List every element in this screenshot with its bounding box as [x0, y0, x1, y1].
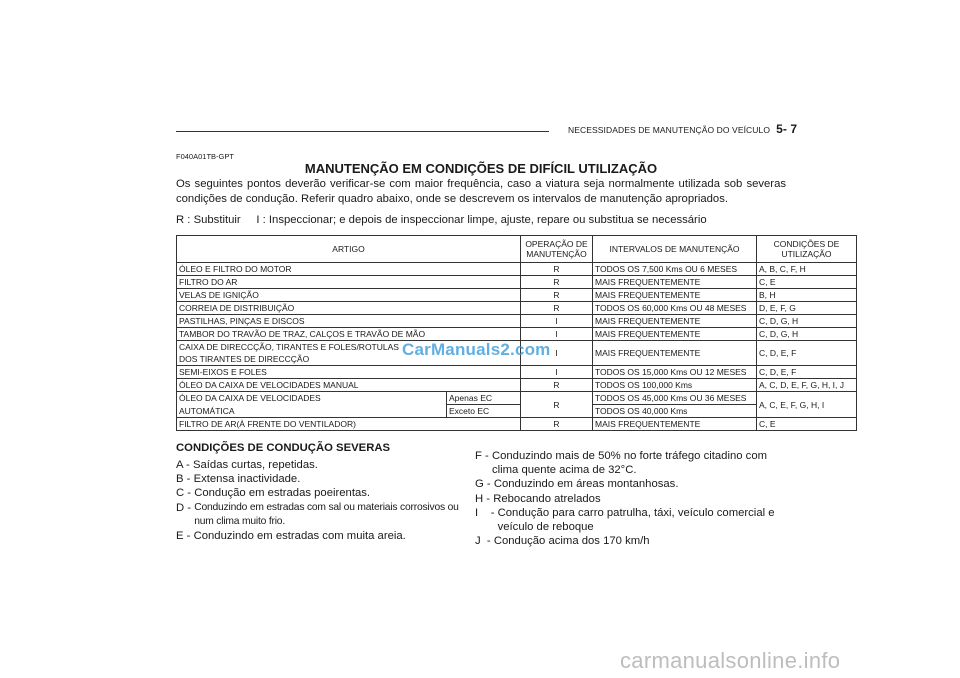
cell-item-line: AUTOMÁTICA [179, 406, 235, 416]
cell-interval: MAIS FREQUENTEMENTE [593, 289, 757, 302]
cell-item: FILTRO DO AR [177, 276, 521, 289]
severe-conditions-title: CONDIÇÕES DE CONDUÇÃO SEVERAS [176, 442, 391, 454]
cell-conditions: C, E [757, 418, 857, 431]
cell-item-line: ÓLEO DA CAIXA DE VELOCIDADES [179, 393, 321, 403]
cell-item: PASTILHAS, PINÇAS E DISCOS [177, 315, 521, 328]
cell-item-line: DOS TIRANTES DE DIRECCÇÃO [179, 354, 310, 364]
list-item [176, 486, 472, 500]
header-rule [176, 131, 549, 132]
list-text: Extensa inactividade. [193, 473, 301, 486]
cell-conditions: C, D, G, H [757, 315, 857, 328]
list-text: Conduzindo mais de 50% no forte tráfego citadino com clima quente acima de 32°C. [491, 450, 768, 477]
table-row [177, 366, 857, 379]
page-number: 5- 7 [776, 122, 798, 136]
list-item [475, 534, 785, 548]
list-text: Conduzindo em estradas com sal ou materiais corrosivos ou num clima muito frio. [194, 501, 459, 527]
list-key: G - [475, 478, 494, 491]
header-operation: OPERAÇÃO DE MANUTENÇÃO [521, 236, 593, 263]
list-key: B - [176, 473, 194, 486]
list-item [176, 501, 472, 529]
document-code: F040A01TB-GPT [176, 152, 234, 161]
table-row [177, 302, 857, 315]
list-key: I - [475, 506, 498, 519]
list-item [475, 449, 785, 477]
cell-operation: I [521, 341, 593, 366]
cell-operation: R [521, 276, 593, 289]
list-text: Condução em estradas poeirentas. [194, 487, 371, 500]
list-key: J - [475, 535, 494, 548]
running-header [568, 122, 797, 136]
list-key: F - [475, 450, 492, 462]
table-row [177, 276, 857, 289]
list-text: Rebocando atrelados [493, 492, 601, 505]
cell-operation: I [521, 315, 593, 328]
page-title: MANUTENÇÃO EM CONDIÇÕES DE DIFÍCIL UTILIZAÇÃO [304, 161, 658, 176]
cell-interval: MAIS FREQUENTEMENTE [593, 328, 757, 341]
table-row [177, 263, 857, 276]
cell-conditions: C, E [757, 276, 857, 289]
table-row [177, 328, 857, 341]
list-key: C - [176, 487, 195, 500]
cell-interval: MAIS FREQUENTEMENTE [593, 341, 757, 366]
cell-item: TAMBOR DO TRAVÃO DE TRAZ, CALÇOS E TRAVÃO DE MÃO [177, 328, 521, 341]
cell-conditions: B, H [757, 289, 857, 302]
cell-operation: R [521, 379, 593, 392]
list-key: H - [475, 492, 494, 505]
list-key: E - [176, 530, 194, 543]
cell-conditions: C, D, E, F [757, 341, 857, 366]
list-text: Condução acima dos 170 km/h [493, 535, 650, 548]
list-item [475, 492, 785, 506]
cell-item: SEMI-EIXOS E FOLES [177, 366, 521, 379]
list-item [176, 458, 472, 472]
watermark: CarManuals2.com [402, 340, 551, 359]
list-text: Condução para carro patrulha, táxi, veículo comercial e veículo de reboque [497, 506, 775, 534]
cell-interval: MAIS FREQUENTEMENTE [593, 418, 757, 431]
cell-operation: R [521, 263, 593, 276]
section-title: NECESSIDADES DE MANUTENÇÃO DO VEÍCULO [568, 125, 771, 135]
list-key: D - [176, 501, 195, 514]
severe-conditions-left [176, 458, 472, 543]
list-item [475, 477, 785, 491]
cell-interval: MAIS FREQUENTEMENTE [593, 276, 757, 289]
header-item: ARTIGO [177, 236, 521, 263]
cell-conditions: A, C, E, F, G, H, I [757, 392, 857, 418]
cell-sub-condition: Apenas EC [447, 392, 521, 405]
cell-interval: TODOS OS 100,000 Kms [593, 379, 757, 392]
cell-interval: TODOS OS 15,000 Kms OU 12 MESES [593, 366, 757, 379]
cell-operation: R [521, 392, 593, 418]
list-key: A - [176, 459, 193, 471]
cell-operation: I [521, 328, 593, 341]
cell-item: VELAS DE IGNIÇÃO [177, 289, 521, 302]
cell-conditions: A, B, C, F, H [757, 263, 857, 276]
list-text: Saídas curtas, repetidas. [192, 459, 318, 471]
cell-operation: R [521, 418, 593, 431]
table-row [177, 379, 857, 392]
cell-operation: I [521, 366, 593, 379]
cell-conditions: D, E, F, G [757, 302, 857, 315]
cell-conditions: C, D, E, F [757, 366, 857, 379]
cell-sub-condition: Exceto EC [447, 405, 521, 418]
cell-interval: TODOS OS 7,500 Kms OU 6 MESES [593, 263, 757, 276]
cell-item: ÓLEO E FILTRO DO MOTOR [177, 263, 521, 276]
cell-item: ÓLEO DA CAIXA DE VELOCIDADES MANUAL [177, 379, 521, 392]
list-item [176, 529, 472, 543]
table-row [177, 392, 857, 405]
cell-item: CORREIA DE DISTRIBUIÇÃO [177, 302, 521, 315]
cell-operation: R [521, 289, 593, 302]
legend-line: R : Substituir I : Inspeccionar; e depois de inspeccionar limpe, ajuste, repare ou substitua se necessário [176, 214, 707, 226]
severe-conditions-right [475, 449, 785, 548]
cell-interval: MAIS FREQUENTEMENTE [593, 315, 757, 328]
cell-conditions: A, C, D, E, F, G, H, I, J [757, 379, 857, 392]
cell-interval: TODOS OS 60,000 Kms OU 48 MESES [593, 302, 757, 315]
footer-site-watermark: carmanualsonline.info [620, 648, 841, 673]
list-text: Conduzindo em estradas com muita areia. [193, 530, 406, 543]
intro-paragraph: Os seguintes pontos deverão verificar-se com maior frequência, caso a viatura seja normalmente utilizada sob severas condições de condução. Referir quadro abaixo, onde se descrevem os intervalos de manutenção apropriados. [176, 178, 786, 205]
table-row [177, 418, 857, 431]
cell-interval: TODOS OS 45,000 Kms OU 36 MESES [593, 392, 757, 405]
list-item [475, 506, 785, 534]
maintenance-table [176, 235, 857, 431]
list-item [176, 472, 472, 486]
list-text: Conduzindo em áreas montanhosas. [493, 478, 679, 491]
cell-conditions: C, D, G, H [757, 328, 857, 341]
table-row [177, 315, 857, 328]
table-row [177, 289, 857, 302]
header-interval: INTERVALOS DE MANUTENÇÃO [593, 236, 757, 263]
cell-operation: R [521, 302, 593, 315]
cell-item-line: CAIXA DE DIRECCÇÃO, TIRANTES E FOLES/ROTULAS [179, 342, 399, 352]
cell-interval: TODOS OS 40,000 Kms [593, 405, 757, 418]
header-conditions: CONDIÇÕES DE UTILIZAÇÃO [757, 236, 857, 263]
cell-item [177, 392, 447, 418]
cell-item: FILTRO DE AR(À FRENTE DO VENTILADOR) [177, 418, 521, 431]
